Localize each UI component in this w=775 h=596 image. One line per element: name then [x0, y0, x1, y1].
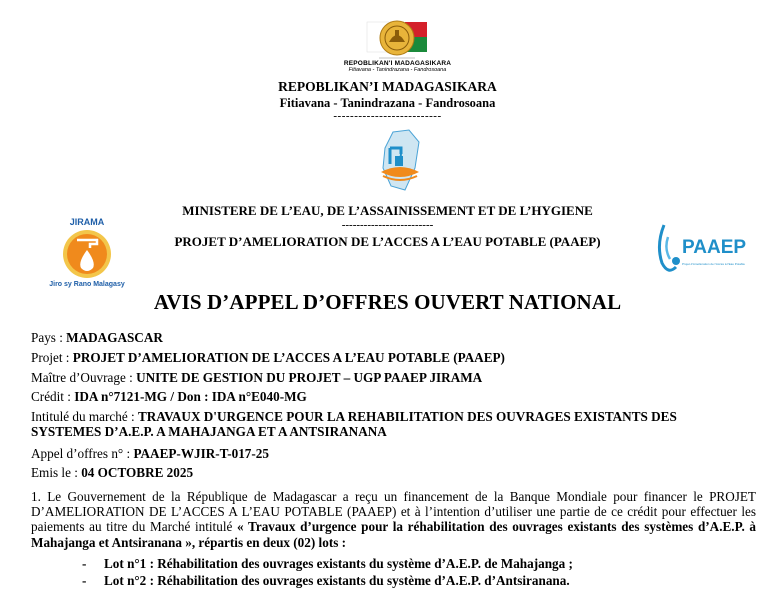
- lot-text: Lot n°1 : Réhabilitation des ouvrages existants du système d’A.E.P. de Mahajanga ;: [104, 556, 573, 571]
- emis-label: Emis le :: [31, 465, 82, 480]
- paragraph-1-text: 1. Le Gouvernement de la République de Madagascar a reçu un financement de la Banque Mondiale pour financer le PROJET D’AMELIORATION DE L’ACCES A L’EAU POTABLE (PAAEP) et à l’intention d’utiliser une partie de ce crédit pour effectuer les paiements au titre du Marché intitulé: [31, 489, 756, 535]
- seal-caption-line-2: Fitiavana - Tanindrazana - Fandrosoana: [348, 67, 447, 73]
- ministry-logo: [375, 128, 425, 194]
- lot-dash: -: [82, 573, 87, 588]
- field-projet: [31, 350, 505, 365]
- intitule-value-1: TRAVAUX D'URGENCE POUR LA REHABILITATION DES OUVRAGES EXISTANTS DES: [137, 409, 677, 424]
- separator-2: -------------------------: [341, 219, 434, 231]
- field-maitre-ouvrage: [31, 370, 482, 385]
- paragraph-1-title: « Travaux d’urgence pour la réhabilitation des ouvrages existants des systèmes d’A.E.P. à Mahajanga et Antsiranana », répartis en deux (02) lots :: [31, 519, 757, 550]
- field-credit: [31, 389, 307, 404]
- jirama-name: JIRAMA: [69, 217, 105, 227]
- field-emis-le: [31, 465, 193, 480]
- pays-label: Pays :: [31, 330, 67, 345]
- ministry-heading: MINISTERE DE L’EAU, DE L’ASSAINISSEMENT ET DE L’HYGIENE: [182, 203, 593, 218]
- jirama-logo: [44, 214, 130, 290]
- paaep-logo: [654, 215, 774, 279]
- don-label: / Don :: [167, 389, 212, 404]
- separator-1: --------------------------: [333, 110, 442, 122]
- document-title: AVIS D’APPEL D’OFFRES OUVERT NATIONAL: [153, 290, 622, 314]
- project-heading: PROJET D’AMELIORATION DE L’ACCES A L’EAU POTABLE (PAAEP): [174, 234, 601, 249]
- emis-value: 04 OCTOBRE 2025: [81, 465, 194, 480]
- projet-label: Projet :: [31, 350, 73, 365]
- intitule-label: Intitulé du marché :: [31, 409, 138, 424]
- appel-value: PAAEP-WJIR-T-017-25: [133, 446, 269, 461]
- seal-caption: [330, 60, 465, 73]
- maitre-value: UNITE DE GESTION DU PROJET – UGP PAAEP JIRAMA: [136, 370, 483, 385]
- seal-caption-line-1: REPOBLIKAN'I MADAGASIKARA: [343, 60, 452, 67]
- field-intitule: [31, 409, 677, 424]
- field-appel-offres: [31, 446, 269, 461]
- paaep-tagline: Projet d'Amélioration de l'Accès à l'Eau Potable: [682, 262, 745, 266]
- appel-label: Appel d’offres n° :: [31, 446, 134, 461]
- lot-item: [82, 573, 570, 589]
- intitule-value-2: SYSTEMES D’A.E.P. A MAHAJANGA ET A ANTSIRANANA: [31, 424, 387, 439]
- credit-label: Crédit :: [31, 389, 75, 404]
- republic-heading: REPOBLIKAN’I MADAGASIKARA: [278, 79, 497, 94]
- national-motto: Fitiavana - Tanindrazana - Fandrosoana: [279, 96, 496, 110]
- jirama-tagline: Jiro sy Rano Malagasy: [49, 281, 125, 288]
- lot-item: [82, 556, 573, 572]
- lot-text: Lot n°2 : Réhabilitation des ouvrages existants du système d’A.E.P. d’Antsiranana.: [104, 573, 570, 588]
- credit-value: IDA n°7121-MG: [74, 389, 168, 404]
- paaep-name: PAAEP: [682, 237, 747, 258]
- paragraph-1: [31, 489, 756, 550]
- maitre-label: Maître d’Ouvrage :: [31, 370, 137, 385]
- lot-dash: -: [82, 556, 87, 571]
- don-value: IDA n°E040-MG: [211, 389, 307, 404]
- projet-value: PROJET D’AMELIORATION DE L’ACCES A L’EAU POTABLE (PAAEP): [72, 350, 505, 365]
- field-pays: [31, 330, 163, 345]
- pays-value: MADAGASCAR: [66, 330, 163, 345]
